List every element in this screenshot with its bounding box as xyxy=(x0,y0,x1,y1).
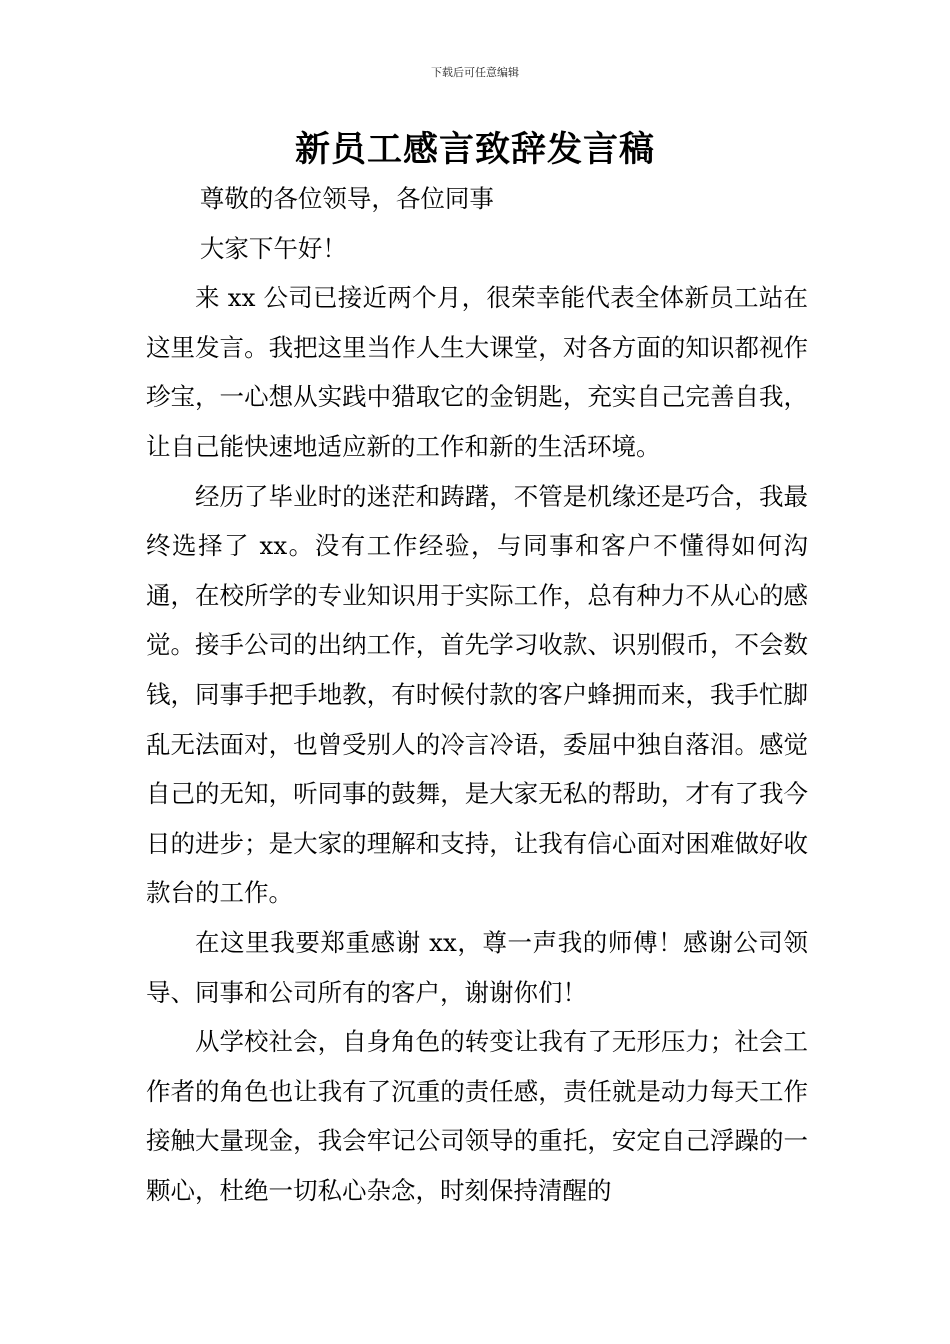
header-note: 下载后可任意编辑 xyxy=(431,66,519,79)
paragraph: 从学校社会，自身角色的转变让我有了无形压力；社会工作者的角色也让我有了沉重的责任感，责任就是动力每天工作接触大量现金，我会牢记公司领导的重托，安定自己浮躁的一颗心，杜绝一切私心杂念，时刻保持清醒的 xyxy=(146,1027,808,1205)
salutation: 尊敬的各位领导，各位同事 xyxy=(199,184,494,213)
document-title: 新员工感言致辞发言稿 xyxy=(294,130,655,170)
paragraph: 来 xx 公司已接近两个月，很荣幸能代表全体新员工站在这里发言。我把这里当作人生大课堂，对各方面的知识都视作珍宝，一心想从实践中猎取它的金钥匙，充实自己完善自我，让自己能快速地适应新的工作和新的生活环境。 xyxy=(146,283,808,461)
paragraph: 经历了毕业时的迷茫和踌躇，不管是机缘还是巧合，我最终选择了 xx。没有工作经验，与同事和客户不懂得如何沟通，在校所学的专业知识用于实际工作，总有种力不从心的感觉。接手公司的出纳工作，首先学习收款、识别假币，不会数钱，同事手把手地教，有时候付款的客户蜂拥而来，我手忙脚乱无法面对，也曾受别人的冷言冷语，委屈中独自落泪。感觉自己的无知，听同事的鼓舞，是大家无私的帮助，才有了我今日的进步；是大家的理解和支持，让我有信心面对困难做好收款台的工作。 xyxy=(146,481,808,908)
greeting: 大家下午好！ xyxy=(199,233,347,263)
document-body xyxy=(146,174,808,1215)
paragraph: 在这里我要郑重感谢 xx，尊一声我的师傅！感谢公司领导、同事和公司所有的客户，谢谢你们！ xyxy=(146,927,808,1007)
